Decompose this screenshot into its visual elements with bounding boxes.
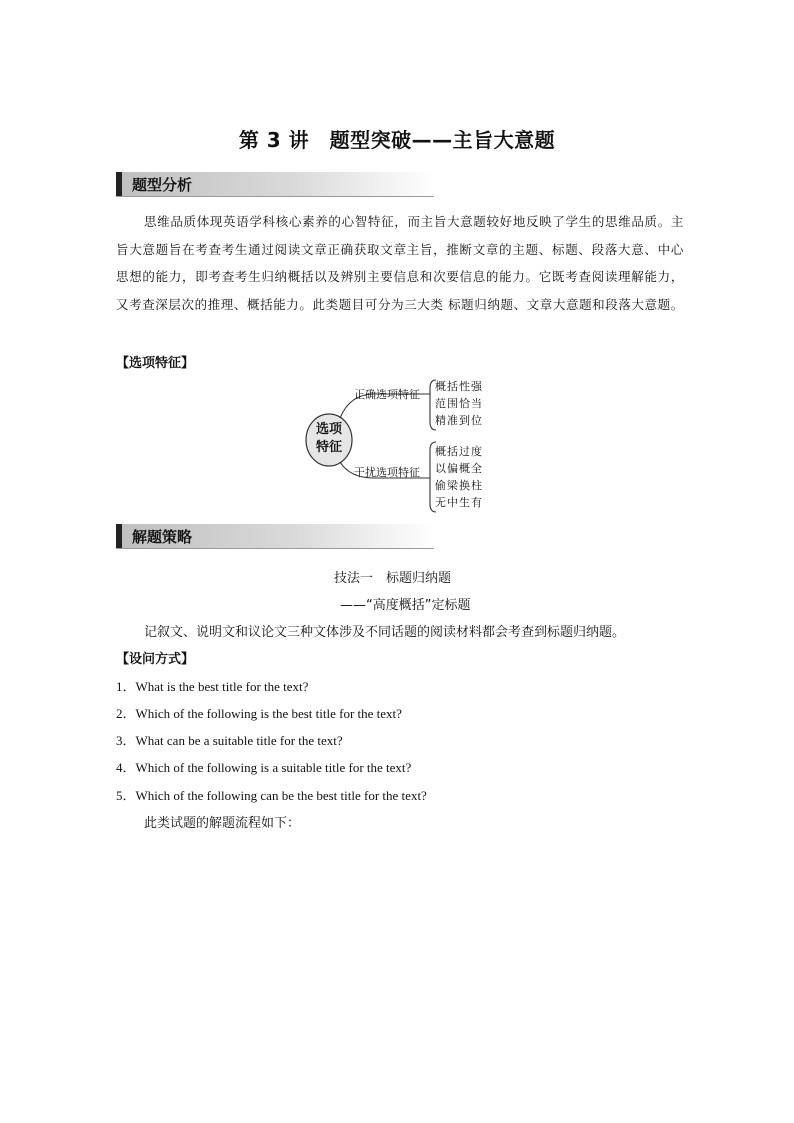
section-header-analysis — [116, 172, 434, 197]
distractor-item: 无中生有 — [435, 496, 483, 509]
question-item: 4．Which of the following is a suitable title for the text? — [116, 760, 412, 775]
technique-intro: 记叙文、说明文和议论文三种文体涉及不同话题的阅读材料都会考查到标题归纳题。 — [144, 625, 626, 640]
diagram-center-label — [306, 421, 352, 457]
section-marker — [116, 172, 122, 196]
correct-item: 精准到位 — [435, 414, 483, 427]
section-label: 解题策略 — [132, 528, 193, 546]
analysis-paragraph: 思维品质体现英语学科核心素养的心智特征，而主旨大意题较好地反映了学生的思维品质。主旨大意题旨在考查考生通过阅读文章正确获取文章主旨，推断文章的主题、标题、段落大意、中心思想的能力，即考查考生归纳概括以及辨别主要信息和次要信息的能力。它既考查阅读理解能力，又考查深层次的推理、概括能力。此类题目可分为三大类 标题归纳题、文章大意题和段落大意题。 — [116, 214, 684, 312]
distractor-options-label: 干扰选项特征 — [354, 466, 420, 479]
center-line-1: 选项 — [315, 422, 342, 437]
question-item: 3．What can be a suitable title for the text? — [116, 733, 343, 748]
correct-options-label: 正确选项特征 — [354, 388, 420, 401]
section-header-strategy — [116, 524, 434, 549]
distractor-item: 概括过度 — [435, 445, 483, 458]
closing-line: 此类试题的解题流程如下： — [144, 816, 301, 831]
distractor-item: 以偏概全 — [435, 462, 483, 475]
question-item: 1．What is the best title for the text? — [116, 679, 309, 694]
technique-subtitle: ——“高度概括”定标题 — [340, 598, 471, 613]
correct-item: 概括性强 — [435, 380, 483, 393]
option-features-diagram — [300, 374, 500, 514]
option-features-heading: 【选项特征】 — [116, 356, 195, 371]
page-title: 第 3 讲 题型突破——主旨大意题 — [238, 128, 556, 152]
technique-title: 技法一 标题归纳题 — [334, 571, 452, 586]
correct-items-list — [435, 378, 483, 429]
question-format-heading: 【设问方式】 — [116, 652, 195, 667]
question-item: 5．Which of the following can be the best title for the text? — [116, 788, 427, 803]
question-item: 2．Which of the following is the best title for the text? — [116, 706, 402, 721]
section-label: 题型分析 — [132, 176, 193, 194]
distractor-item: 偷梁换柱 — [435, 479, 483, 492]
distractor-items-list — [435, 443, 483, 511]
center-line-2: 特征 — [315, 440, 342, 455]
correct-item: 范围恰当 — [435, 397, 483, 410]
section-marker — [116, 524, 122, 548]
